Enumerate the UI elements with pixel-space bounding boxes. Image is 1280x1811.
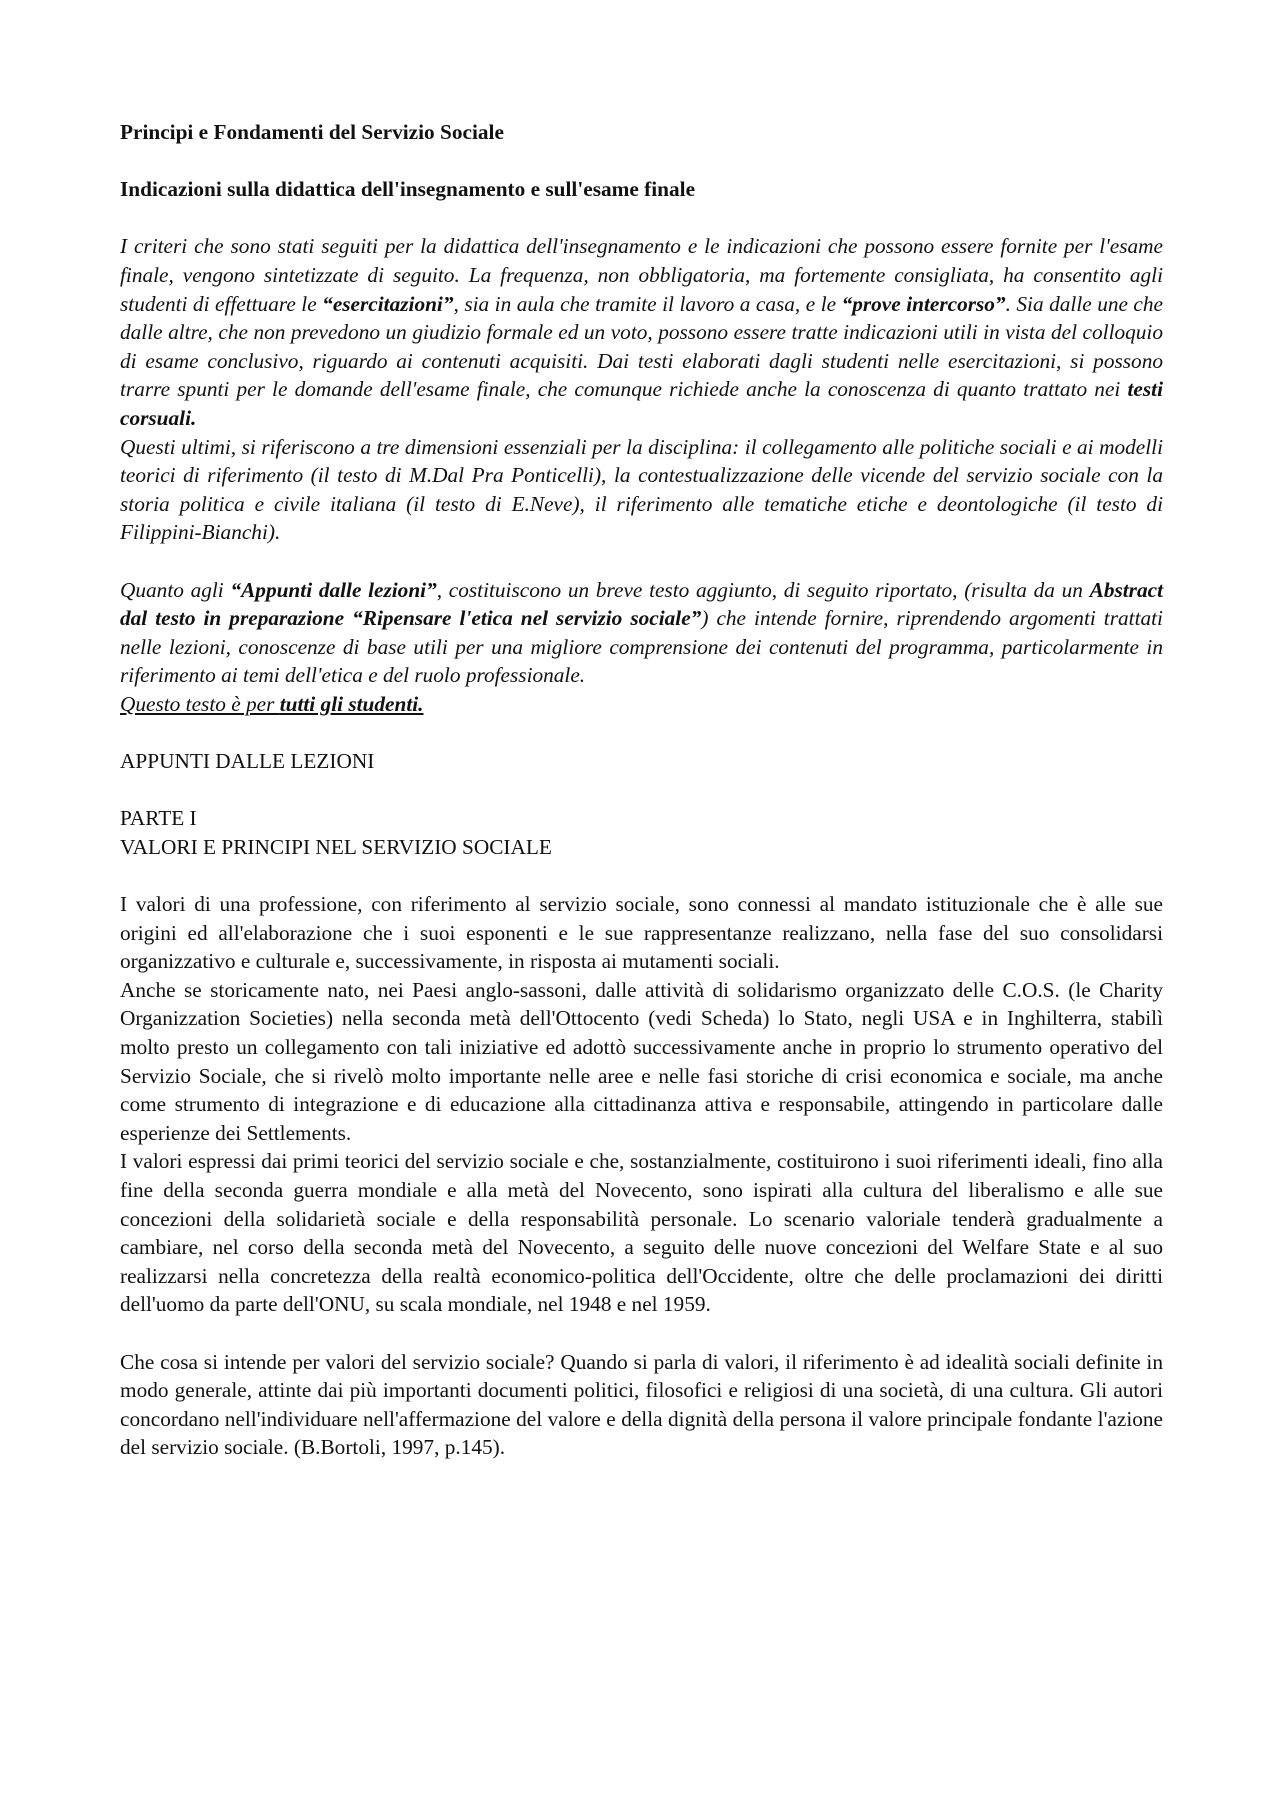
intro-p3-text-2: , costituiscono un breve testo aggiunto, di seguito riportato, (risulta da un <box>436 577 1090 602</box>
testi-corsuali-emphasis: testi corsuali. <box>120 377 1163 430</box>
intro-paragraph-2: Questi ultimi, si riferiscono a tre dimensioni essenziali per la disciplina: il collegamento alle politiche sociali e ai modelli teorici di riferimento (il testo di M.Dal Pra Ponticelli), la contestualizzazione delle vicende del servizio sociale con la storia politica e civile italiana (il testo di E.Neve), il riferimento alle tematiche etiche e deontologiche (il testo di Filippini-Bianchi). <box>120 434 1163 545</box>
intro-p3-text-3: ) che intende fornire, riprendendo argomenti trattati nelle lezioni, conoscenze di base utili per una migliore comprensione dei contenuti del programma, particolarmente in riferimento ai temi dell'etica e del ruolo professionale. <box>120 606 1163 688</box>
document-subtitle: Indicazioni sulla didattica dell'insegnamento e sull'esame finale <box>120 177 696 202</box>
body-paragraph-1: I valori di una professione, con riferimento al servizio sociale, sono connessi al mandato istituzionale che è alle sue origini ed all'elaborazione che i suoi esponenti e le sue rappresentanze realizzano, nella fase del suo consolidarsi organizzativo e culturale e, successivamente, in risposta ai mutamenti sociali. <box>120 892 1163 974</box>
appunti-emphasis: “Appunti dalle lezioni” <box>230 577 437 602</box>
body-paragraph-4: Che cosa si intende per valori del servizio sociale? Quando si parla di valori, il riferimento è ad idealità sociali definite in modo generale, attinte dai più importanti documenti politici, filosofici e religiosi di una società, di una cultura. Gli autori concordano nell'individuare nell'affermazione del valore e della dignità della persona il valore principale fondante l'azione del servizio sociale. (B.Bortoli, 1997, p.145). <box>120 1349 1163 1460</box>
intro-p1-text-3: . Sia dalle une che dalle altre, che non prevedono un giudizio formale ed un voto, possono essere tratte indicazioni utili in vista del colloquio di esame conclusivo, riguardo ai contenuti acquisiti. Dai testi elaborati dagli studenti nelle esercitazioni, si possono trarre spunti per le domande dell'esame finale, che comunque richiede anche la conoscenza di quanto trattato nei <box>120 291 1163 402</box>
intro-p1-text-1: I criteri che sono stati seguiti per la didattica dell'insegnamento e le indicazioni che possono essere fornite per l'esame finale, vengono sintetizzate di seguito. La frequenza, non obbligatoria, ma fortemente consigliata, ha consentito agli studenti di effettuare le <box>120 234 1163 316</box>
body-paragraph-2: Anche se storicamente nato, nei Paesi anglo-sassoni, dalle attività di solidarismo organizzato delle C.O.S. (le Charity Organizzation Societies) nella seconda metà dell'Ottocento (vedi Scheda) lo Stato, negli USA e in Inghilterra, stabilì molto presto un collegamento con tali iniziative ed adottò successivamente anche in proprio lo strumento operativo del Servizio Sociale, che si rivelò molto importante nelle aree e nelle fasi storiche di crisi economica e sociale, ma anche come strumento di integrazione e di educazione alla cittadinanza attiva e responsabile, attingendo in particolare dalle esperienze dei Settlements. <box>120 977 1163 1145</box>
tutti-studenti-emphasis: tutti gli studenti. <box>279 691 424 716</box>
document-title: Principi e Fondamenti del Servizio Sociale <box>120 120 504 144</box>
abstract-emphasis: Abstract dal testo in preparazione “Ripensare l'etica nel servizio sociale” <box>120 577 1163 631</box>
intro-p3-text-1: Quanto agli <box>120 577 231 602</box>
paragraph-spacer <box>120 1319 1163 1348</box>
paragraph-spacer <box>120 776 1163 805</box>
prove-intercorso-emphasis: “prove intercorso” <box>841 291 1006 316</box>
part-label: PARTE I <box>120 806 197 831</box>
intro-paragraph-3 <box>120 576 1163 690</box>
paragraph-spacer <box>120 718 1163 747</box>
document-page <box>120 118 1163 1462</box>
part-title: VALORI E PRINCIPI NEL SERVIZIO SOCIALE <box>120 834 552 859</box>
paragraph-spacer <box>120 861 1163 890</box>
intro-p4-text-1: Questo testo è per <box>120 691 280 716</box>
intro-p1-text-2: , sia in aula che tramite il lavoro a casa, e le <box>453 291 842 316</box>
intro-paragraph-1 <box>120 232 1163 432</box>
intro-paragraph-4 <box>120 690 1163 719</box>
appunti-heading: APPUNTI DALLE LEZIONI <box>120 749 375 774</box>
body-paragraph-3: I valori espressi dai primi teorici del servizio sociale e che, sostanzialmente, costituirono i suoi riferimenti ideali, fino alla fine della seconda guerra mondiale e alla metà del Novecento, sono ispirati alla cultura del liberalismo e alle sue concezioni della solidarietà sociale e della responsabilità personale. Lo scenario valoriale tenderà gradualmente a cambiare, nel corso della seconda metà del Novecento, a seguito delle nuove concezioni del Welfare State e al suo realizzarsi nella concretezza della realtà economico-politica dell'Occidente, oltre che delle proclamazioni dei diritti dell'uomo da parte dell'ONU, su scala mondiale, nel 1948 e nel 1959. <box>120 1149 1163 1317</box>
esercitazioni-emphasis: “esercitazioni” <box>322 291 454 316</box>
paragraph-spacer <box>120 547 1163 576</box>
